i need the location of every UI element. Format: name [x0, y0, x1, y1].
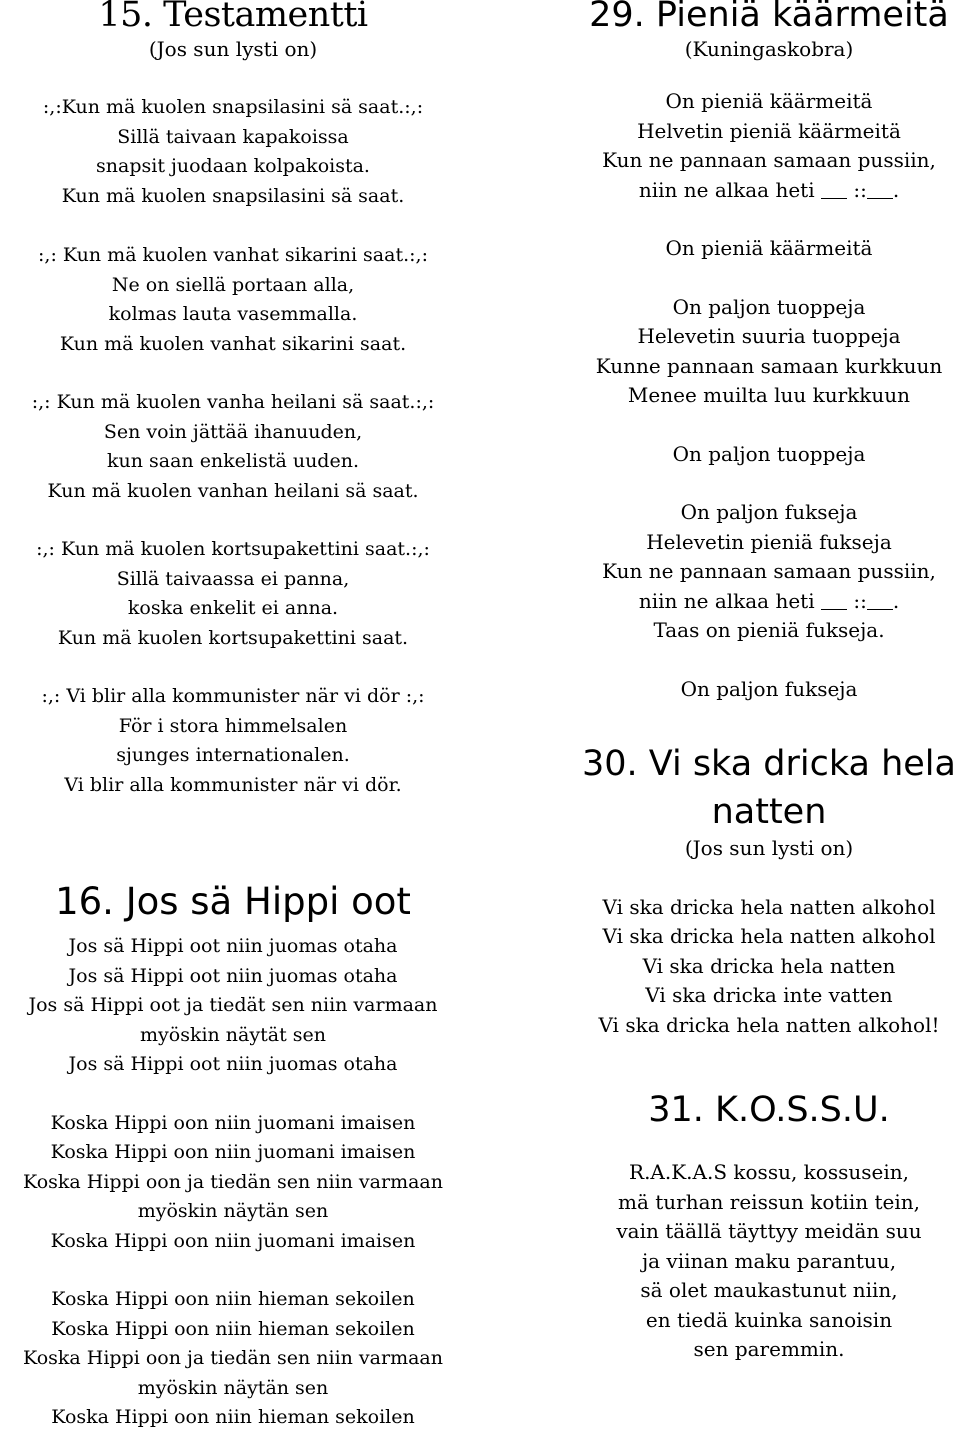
- lyric-line: Jos sä Hippi oot niin juomas otaha: [68, 964, 398, 987]
- lyric-line: Koska Hippi oon niin juomani imaisen: [50, 1229, 416, 1252]
- lyric-line: R.A.K.A.S kossu, kossusein,: [629, 1160, 909, 1185]
- lyric-line: kun saan enkelistä uuden.: [106, 450, 359, 473]
- lyric-line: Sillä taivaassa ei panna,: [116, 567, 350, 590]
- song-15-subtitle: (Jos sun lysti on): [148, 36, 318, 61]
- song-29-subtitle: (Kuningaskobra): [684, 36, 854, 61]
- lyric-line: Sen voin jättää ihanuuden,: [103, 420, 363, 443]
- song-30-title-line-1: 30. Vi ska dricka hela: [582, 744, 956, 785]
- song-30-title-line-2: natten: [711, 792, 827, 833]
- song-29-stanza-1: [578, 87, 960, 205]
- lyric-line: Koska Hippi oon niin hieman sekoilen: [51, 1317, 415, 1340]
- lyric-fragment: .: [892, 177, 900, 202]
- lyric-line: Kun ne pannaan samaan pussiin,: [602, 559, 936, 584]
- lyric-line: Koska Hippi oon niin juomani imaisen: [50, 1111, 416, 1134]
- lyric-line: Jos sä Hippi oot niin juomas otaha: [68, 935, 398, 958]
- lyric-line: On paljon tuoppeja: [672, 294, 866, 319]
- lyric-line: [578, 176, 960, 206]
- lyric-fragment: ::: [853, 588, 867, 613]
- lyric-line: :,: Kun mä kuolen vanha heilani sä saat.:,:: [31, 391, 435, 414]
- song-15-stanza-4: [0, 535, 466, 653]
- lyric-line: Koska Hippi oon niin juomani imaisen: [50, 1141, 416, 1164]
- lyric-line: Kun ne pannaan samaan pussiin,: [602, 148, 936, 173]
- lyric-line: On paljon fukseja: [680, 500, 858, 525]
- lyric-line: Helvetin pieniä käärmeitä: [637, 118, 901, 143]
- left-column: [0, 0, 466, 1433]
- lyric-fragment: niin ne alkaa heti: [638, 177, 815, 202]
- lyric-line: Sillä taivaan kapakoissa: [117, 125, 349, 148]
- song-15-stanza-1: [0, 93, 466, 211]
- lyric-line: Vi ska dricka hela natten: [642, 953, 896, 978]
- lyric-line: Kun mä kuolen vanhan heilani sä saat.: [47, 479, 419, 502]
- lyric-line: Vi ska dricka hela natten alkohol: [602, 924, 936, 949]
- lyric-line: Vi blir alla kommunister när vi dör.: [64, 773, 402, 796]
- song-31-lyrics: [578, 1158, 960, 1365]
- lyric-line: Vi ska dricka hela natten alkohol!: [598, 1012, 940, 1037]
- song-30-title: [578, 740, 960, 836]
- lyric-line: Jos sä Hippi oot niin juomas otaha: [68, 1053, 398, 1076]
- lyric-line: :,: Kun mä kuolen vanhat sikarini saat.:,:: [38, 244, 428, 267]
- lyric-fragment: niin ne alkaa heti: [638, 588, 815, 613]
- song-15-stanza-5: [0, 682, 466, 800]
- lyric-line: Koska Hippi oon ja tiedän sen niin varmaan: [23, 1170, 443, 1193]
- song-29-title: 29. Pieniä käärmeitä: [589, 0, 949, 35]
- lyric-line: vain täällä täyttyy meidän suu: [616, 1219, 922, 1244]
- song-16-stanza-1: [0, 932, 466, 1080]
- lyric-line: On pieniä käärmeitä: [665, 236, 873, 261]
- song-16-stanza-2: [0, 1109, 466, 1257]
- lyric-line: sjunges internationalen.: [116, 744, 350, 767]
- lyric-line: kolmas lauta vasemmalla.: [108, 303, 358, 326]
- song-29-refrain-3: [578, 675, 960, 705]
- lyric-fragment: ::: [853, 177, 867, 202]
- fill-in-blank: [867, 180, 893, 199]
- lyric-line: Koska Hippi oon niin hieman sekoilen: [51, 1288, 415, 1311]
- lyric-line: :,: Vi blir alla kommunister när vi dör :,:: [41, 685, 425, 708]
- lyric-line: snapsit juodaan kolpakoista.: [96, 155, 370, 178]
- song-15-title: 15. Testamentti: [98, 0, 368, 35]
- lyric-line: sä olet maukastunut niin,: [640, 1278, 898, 1303]
- song-16-stanza-3: [0, 1285, 466, 1433]
- lyric-fragment: .: [892, 588, 900, 613]
- lyric-line: Menee muilta luu kurkkuun: [627, 383, 911, 408]
- song-29-refrain-2: [578, 440, 960, 470]
- lyric-line: Kun mä kuolen kortsupakettini saat.: [57, 626, 409, 649]
- fill-in-blank: [867, 591, 893, 610]
- song-30-lyrics: [578, 893, 960, 1041]
- lyric-line: koska enkelit ei anna.: [127, 597, 339, 620]
- song-16-title: 16. Jos sä Hippi oot: [55, 880, 411, 924]
- lyric-line: [578, 587, 960, 617]
- lyric-line: Jos sä Hippi oot ja tiedät sen niin varmaan: [28, 994, 438, 1017]
- lyric-line: Kunne pannaan samaan kurkkuun: [595, 353, 943, 378]
- lyric-line: en tiedä kuinka sanoisin: [645, 1307, 893, 1332]
- lyric-line: On pieniä käärmeitä: [665, 89, 873, 114]
- lyric-line: myöskin näytän sen: [137, 1376, 329, 1399]
- lyric-line: Kun mä kuolen snapsilasini sä saat.: [61, 184, 405, 207]
- lyric-line: mä turhan reissun kotiin tein,: [618, 1189, 920, 1214]
- right-column: [578, 0, 960, 1365]
- song-15-stanza-2: [0, 241, 466, 359]
- lyric-line: Ne on siellä portaan alla,: [111, 273, 355, 296]
- song-15-stanza-3: [0, 388, 466, 506]
- lyric-line: Helevetin suuria tuoppeja: [637, 324, 901, 349]
- lyric-line: Kun mä kuolen vanhat sikarini saat.: [59, 332, 407, 355]
- song-29-stanza-2: [578, 293, 960, 411]
- lyric-line: Vi ska dricka hela natten alkohol: [602, 894, 936, 919]
- lyric-line: Helevetin pieniä fukseja: [646, 529, 892, 554]
- lyric-line: myöskin näytät sen: [140, 1023, 326, 1046]
- lyric-line: On paljon tuoppeja: [672, 441, 866, 466]
- song-29-refrain-1: [578, 234, 960, 264]
- song-30-subtitle: (Jos sun lysti on): [684, 836, 854, 861]
- lyric-line: myöskin näytän sen: [137, 1200, 329, 1223]
- lyric-line: Vi ska dricka inte vatten: [645, 983, 893, 1008]
- lyric-line: Taas on pieniä fukseja.: [653, 618, 885, 643]
- lyric-line: sen paremmin.: [693, 1337, 845, 1362]
- lyric-line: Koska Hippi oon niin hieman sekoilen: [51, 1406, 415, 1429]
- fill-in-blank: [821, 591, 847, 610]
- lyric-line: :,: Kun mä kuolen kortsupakettini saat.:,:: [36, 538, 430, 561]
- lyric-line: Koska Hippi oon ja tiedän sen niin varmaan: [23, 1347, 443, 1370]
- lyric-line: ja viinan maku parantuu,: [641, 1248, 897, 1273]
- song-29-stanza-3: [578, 498, 960, 646]
- lyric-line: On paljon fukseja: [680, 676, 858, 701]
- fill-in-blank: [821, 180, 847, 199]
- lyric-line: För i stora himmelsalen: [118, 714, 348, 737]
- lyric-line: :,:Kun mä kuolen snapsilasini sä saat.:,:: [42, 96, 424, 119]
- song-31-title: 31. K.O.S.S.U.: [648, 1090, 890, 1131]
